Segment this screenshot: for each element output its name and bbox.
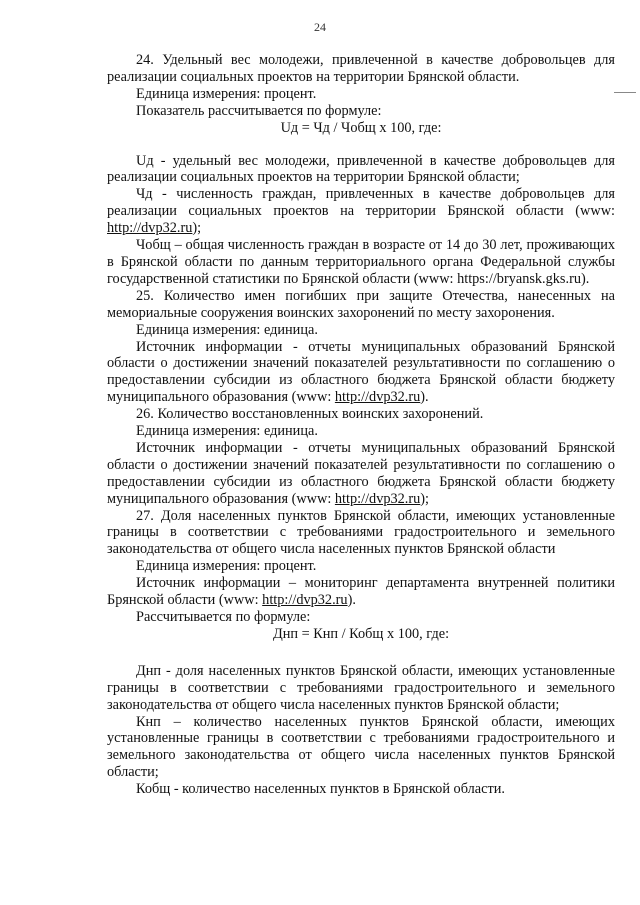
indicator-25-title: 25. Количество имен погибших при защите Отечества, нанесенных на мемориальные сооружения воинских захоронений по месту захоронения. [107, 287, 615, 321]
indicator-27-unit: Единица измерения: процент. [136, 558, 317, 575]
spacer [107, 137, 615, 153]
indicator-24-title: 24. Удельный вес молодежи, привлеченной в качестве добровольцев для реализации социальных проектов на территории Брянской области. [107, 52, 615, 85]
indicator-27-formula-intro: Рассчитывается по формуле: [136, 609, 311, 625]
definition-kobsh: Кобщ - количество населенных пунктов в Брянской области. [136, 781, 505, 798]
definition-dnp: Днп - доля населенных пунктов Брянской области, имеющих установленные границы в соответствии с требованиями градостроительного и земельного законодательства от общего числа населенных пунктов Брянской области; [107, 662, 615, 713]
definition-chd: Чд - численность граждан, привлеченных в качестве добровольцев для реализации социальных проектов на территории Брянской области (www: http://dvp32.ru); [107, 186, 615, 237]
dvp32-link[interactable]: http://dvp32.ru [107, 220, 193, 237]
dvp32-link[interactable]: http://dvp32.ru [334, 490, 421, 507]
margin-mark [614, 92, 636, 93]
indicator-27-title: 27. Доля населенных пунктов Брянской области, имеющих установленные границы в соответствии с требованиями градостроительного и земельного законодательства от общего числа населенных пунктов Брянской области [107, 507, 615, 558]
formula-dnp: Днп = Кнп / Кобщ х 100, где: [272, 625, 450, 642]
indicator-27-source: Источник информации – мониторинг департамента внутренней политики Брянской области (www: http://dvp32.ru). [107, 575, 615, 609]
document-body [107, 52, 615, 798]
formula-ud: Uд = Чд / Чобщ х 100, где: [280, 119, 442, 136]
definition-chobsh: Чобщ – общая численность граждан в возрасте от 14 до 30 лет, проживающих в Брянской области по данным территориального органа Федеральной службы государственной статистики по Брянской области (www: https://bryansk.gks.ru). [107, 237, 615, 287]
indicator-25-source: Источник информации - отчеты муниципальных образований Брянской области о достижении значений показателей результативности по соглашению о предоставлении субсидии из областного бюджета Брянской области бюджету муниципального образования (www: http://dvp32.ru). [107, 338, 615, 406]
spacer [107, 643, 615, 663]
definition-knp: Кнп – количество населенных пунктов Брянской области, имеющих установленные границы в соответствии с требованиями градостроительного и земельного законодательства от общего числа населенных пунктов Брянской области; [107, 713, 615, 781]
indicator-24-unit: Единица измерения: процент. [136, 85, 317, 102]
definition-ud: Uд - удельный вес молодежи, привлеченной в качестве добровольцев для реализации социальных проектов на территории Брянской области; [107, 152, 615, 186]
page-number: 24 [314, 20, 326, 34]
indicator-26-unit: Единица измерения: единица. [136, 423, 318, 440]
indicator-25-unit: Единица измерения: единица. [136, 321, 318, 338]
indicator-26-title: 26. Количество восстановленных воинских захоронений. [136, 406, 484, 423]
dvp32-link[interactable]: http://dvp32.ru [262, 592, 348, 609]
indicator-26-source: Источник информации - отчеты муниципальных образований Брянской области о достижении значений показателей результативности по соглашению о предоставлении субсидии из областного бюджета Брянской области бюджету муниципального образования (www: http://dvp32.ru); [107, 439, 615, 507]
indicator-24-formula-intro: Показатель рассчитывается по формуле: [136, 102, 382, 119]
dvp32-link[interactable]: http://dvp32.ru [334, 389, 421, 406]
